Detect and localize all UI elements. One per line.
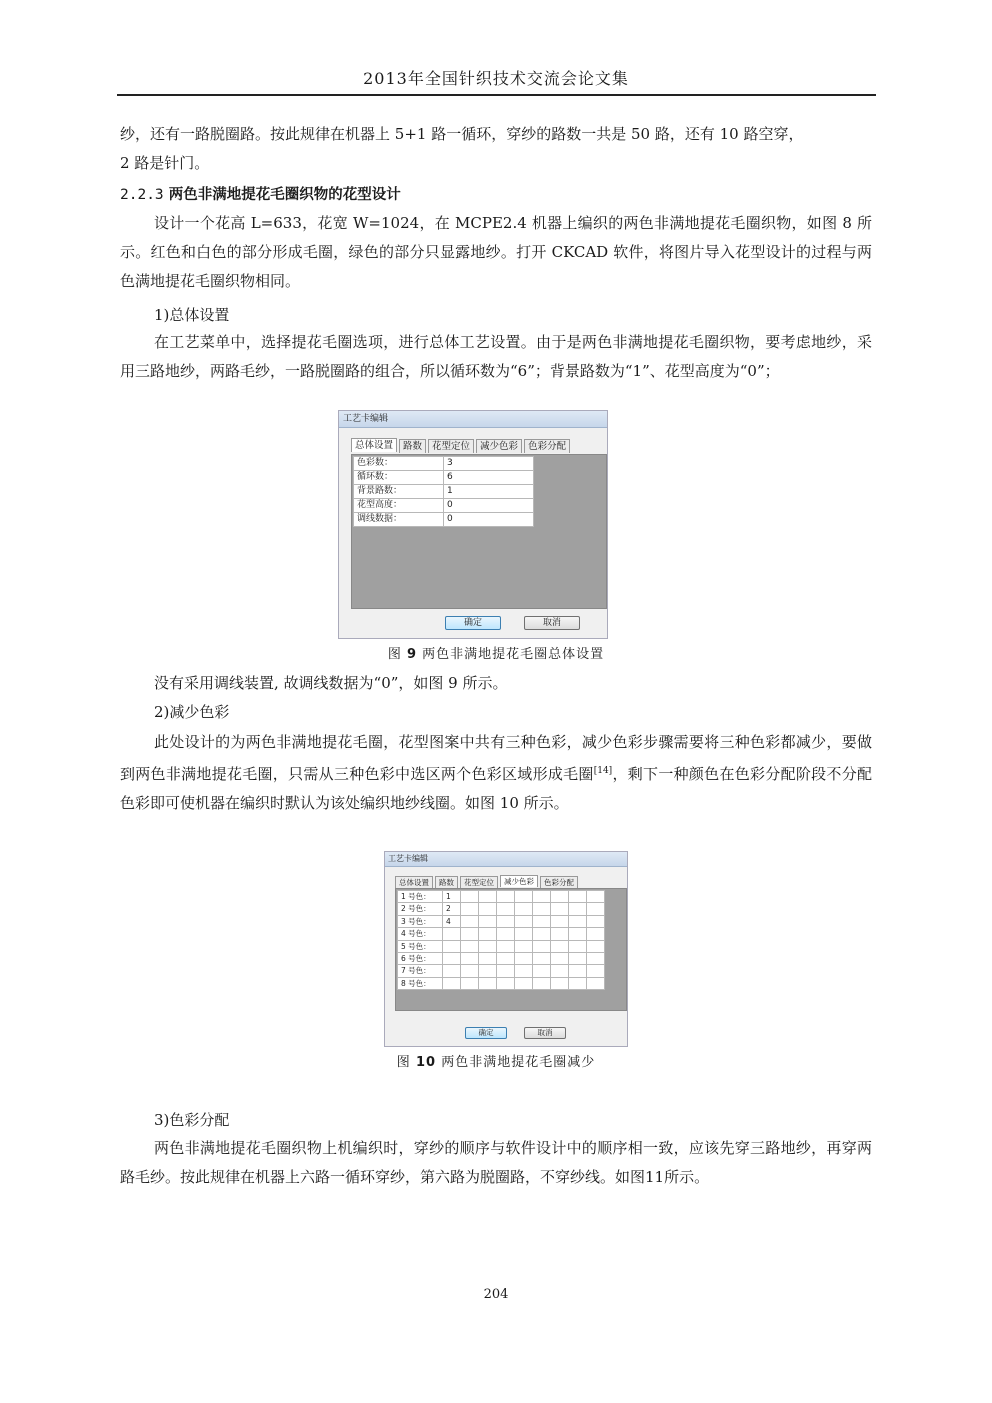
row-value[interactable]: 1 — [443, 891, 461, 903]
paragraph-text-a: 此处设计的为两色非满地提花毛圈，花型图案中共有三种色彩，减少色彩步骤需要将三种色彩都减少，要做到两色非满地提花毛圈，只需从三种色彩中选区两个色彩区域形成毛圈 — [120, 733, 872, 783]
grid-cell[interactable] — [479, 940, 497, 952]
grid-cell[interactable] — [569, 953, 587, 965]
grid-cell[interactable] — [569, 940, 587, 952]
grid-cell[interactable] — [533, 977, 551, 989]
figure-9-dialog — [338, 410, 608, 639]
grid-cell[interactable] — [515, 953, 533, 965]
caption-text: 两色非满地提花毛圈减少 — [441, 1055, 596, 1070]
grid-cell[interactable] — [497, 940, 515, 952]
tab-feeds[interactable]: 路数 — [435, 876, 458, 888]
grid-cell[interactable] — [551, 915, 569, 927]
citation-ref: [14] — [593, 766, 613, 776]
grid-cell[interactable] — [461, 903, 479, 915]
grid-cell[interactable] — [569, 928, 587, 940]
settings-table — [353, 456, 534, 527]
row-value[interactable]: 3 — [444, 457, 534, 471]
tab-overall-settings[interactable]: 总体设置 — [395, 876, 433, 888]
grid-cell[interactable] — [461, 965, 479, 977]
grid-cell[interactable] — [551, 940, 569, 952]
grid-cell[interactable] — [551, 928, 569, 940]
row-value[interactable]: 2 — [443, 903, 461, 915]
caption-prefix: 图 — [396, 1055, 411, 1070]
grid-cell[interactable] — [479, 891, 497, 903]
paragraph-no-tuning: 没有采用调线装置, 故调线数据为“0”，如图 9 所示。 — [154, 674, 508, 692]
grid-cell[interactable] — [587, 915, 605, 927]
figure-9-caption — [0, 643, 992, 662]
grid-cell[interactable] — [479, 903, 497, 915]
row-value[interactable]: 1 — [444, 485, 534, 499]
row-label: 色彩数： — [354, 457, 444, 471]
row-label: 8 号色： — [398, 977, 443, 989]
row-label: 循环数： — [354, 471, 444, 485]
grid-cell[interactable] — [461, 977, 479, 989]
window-title: 工艺卡编辑 — [385, 852, 627, 867]
grid-cell[interactable] — [515, 915, 533, 927]
grid-cell[interactable] — [569, 915, 587, 927]
paragraph-overall-settings: 在工艺菜单中，选择提花毛圈选项，进行总体工艺设置。由于是两色非满地提花毛圈织物，要考虑地纱，采用三路地纱，两路毛纱，一路脱圈路的组合，所以循环数为“6”；背景路数为“1”、花型高度为“0”； — [120, 333, 872, 380]
row-value[interactable] — [443, 940, 461, 952]
row-value[interactable]: 0 — [444, 513, 534, 527]
section-heading — [120, 183, 401, 204]
tab-overall-settings[interactable]: 总体设置 — [351, 438, 397, 452]
grid-cell[interactable] — [515, 977, 533, 989]
table-row — [398, 940, 605, 952]
grid-cell[interactable] — [461, 915, 479, 927]
grid-cell[interactable] — [479, 928, 497, 940]
grid-cell[interactable] — [461, 940, 479, 952]
tab-bar — [351, 439, 572, 453]
cancel-button[interactable]: 取消 — [524, 1027, 566, 1039]
row-value[interactable]: 0 — [444, 499, 534, 513]
grid-cell[interactable] — [497, 965, 515, 977]
paragraph-continued-line1: 纱，还有一路脱圈路。按此规律在机器上 5+1 路一循环，穿纱的路数一共是 50 路，还有 10 路空穿， — [120, 125, 804, 143]
grid-cell[interactable] — [587, 928, 605, 940]
table-row — [398, 928, 605, 940]
row-value[interactable] — [443, 977, 461, 989]
row-value[interactable] — [443, 928, 461, 940]
figure-10-dialog — [384, 851, 628, 1047]
grid-cell[interactable] — [533, 903, 551, 915]
grid-cell[interactable] — [569, 965, 587, 977]
grid-cell[interactable] — [497, 903, 515, 915]
window-title: 工艺卡编辑 — [339, 411, 607, 428]
header-rule — [117, 94, 876, 96]
grid-cell[interactable] — [587, 977, 605, 989]
row-value[interactable] — [443, 953, 461, 965]
grid-cell[interactable] — [497, 915, 515, 927]
reduce-colors-table — [397, 890, 605, 990]
table-row — [398, 965, 605, 977]
subheading-reduce-colors: 2)减少色彩 — [154, 703, 230, 721]
grid-cell[interactable] — [461, 953, 479, 965]
row-value[interactable]: 6 — [444, 471, 534, 485]
subheading-overall-settings: 1)总体设置 — [154, 306, 230, 324]
table-row — [398, 953, 605, 965]
tab-pattern-position[interactable]: 花型定位 — [428, 439, 474, 453]
row-label: 5 号色： — [398, 940, 443, 952]
row-value[interactable]: 4 — [443, 915, 461, 927]
tab-color-assignment[interactable]: 色彩分配 — [524, 439, 570, 453]
grid-cell[interactable] — [461, 891, 479, 903]
section-title: 两色非满地提花毛圈织物的花型设计 — [168, 187, 401, 203]
paragraph-color-assignment: 两色非满地提花毛圈织物上机编织时，穿纱的顺序与软件设计中的顺序相一致，应该先穿三路地纱，再穿两路毛纱。按此规律在机器上六路一循环穿纱，第六路为脱圈路，不穿纱线。如图11所示。 — [120, 1139, 872, 1186]
ok-button[interactable]: 确定 — [445, 616, 501, 630]
table-row — [398, 891, 605, 903]
grid-cell[interactable] — [479, 953, 497, 965]
table-row — [398, 977, 605, 989]
row-label: 花型高度： — [354, 499, 444, 513]
grid-cell[interactable] — [515, 965, 533, 977]
table-row — [354, 513, 534, 527]
table-row — [398, 915, 605, 927]
grid-cell[interactable] — [515, 903, 533, 915]
grid-cell[interactable] — [587, 953, 605, 965]
caption-number: 10 — [415, 1055, 437, 1070]
grid-cell[interactable] — [515, 940, 533, 952]
paragraph-reduce-colors — [120, 728, 872, 818]
row-label: 6 号色： — [398, 953, 443, 965]
section-number: 2.2.3 — [120, 187, 164, 203]
cancel-button[interactable]: 取消 — [524, 616, 580, 630]
grid-cell[interactable] — [479, 915, 497, 927]
grid-cell[interactable] — [551, 903, 569, 915]
grid-cell[interactable] — [533, 965, 551, 977]
paragraph-design: 设计一个花高 L=633，花宽 W=1024，在 MCPE2.4 机器上编织的两色非满地提花毛圈织物，如图 8 所示。红色和白色的部分形成毛圈，绿色的部分只显露地纱。打开 CKCAD 软件，将图片导入花型设计的过程与两色满地提花毛圈织物相同。 — [120, 214, 872, 290]
tab-bar — [395, 876, 580, 888]
caption-prefix: 图 — [387, 647, 402, 662]
caption-text: 两色非满地提花毛圈总体设置 — [422, 647, 605, 662]
grid-cell[interactable] — [533, 891, 551, 903]
grid-cell[interactable] — [587, 940, 605, 952]
grid-cell[interactable] — [533, 915, 551, 927]
grid-cell[interactable] — [533, 940, 551, 952]
grid-cell[interactable] — [569, 977, 587, 989]
grid-cell[interactable] — [587, 965, 605, 977]
grid-cell[interactable] — [515, 891, 533, 903]
grid-cell[interactable] — [497, 891, 515, 903]
grid-cell[interactable] — [569, 891, 587, 903]
grid-cell[interactable] — [551, 965, 569, 977]
grid-cell[interactable] — [497, 977, 515, 989]
grid-cell[interactable] — [479, 965, 497, 977]
row-label: 2 号色： — [398, 903, 443, 915]
row-label: 3 号色： — [398, 915, 443, 927]
grid-cell[interactable] — [497, 953, 515, 965]
tab-pattern-position[interactable]: 花型定位 — [460, 876, 498, 888]
paragraph-continued-line2: 2 路是针门。 — [120, 154, 210, 172]
page-number: 204 — [483, 1287, 509, 1302]
subheading-color-assignment: 3)色彩分配 — [154, 1111, 230, 1129]
row-label: 调线数据： — [354, 513, 444, 527]
tab-color-assignment[interactable]: 色彩分配 — [540, 876, 578, 888]
grid-cell[interactable] — [479, 977, 497, 989]
grid-cell[interactable] — [551, 891, 569, 903]
row-label: 1 号色： — [398, 891, 443, 903]
tab-reduce-colors[interactable]: 减少色彩 — [500, 875, 538, 887]
table-row — [354, 485, 534, 499]
grid-cell[interactable] — [587, 903, 605, 915]
table-row — [354, 457, 534, 471]
row-label: 7 号色： — [398, 965, 443, 977]
ok-button[interactable]: 确定 — [465, 1027, 507, 1039]
grid-cell[interactable] — [551, 977, 569, 989]
paragraph-text-b: ，剩下一种颜色在色彩分配阶段不分配色彩即可使机器在编织时默认为该处编织地纱线圈。如图 10 所示。 — [120, 765, 872, 812]
grid-cell[interactable] — [515, 928, 533, 940]
row-label: 4 号色： — [398, 928, 443, 940]
grid-cell[interactable] — [533, 928, 551, 940]
caption-number: 9 — [406, 647, 418, 662]
grid-cell[interactable] — [461, 928, 479, 940]
table-row — [398, 903, 605, 915]
grid-cell[interactable] — [497, 928, 515, 940]
tab-reduce-colors[interactable]: 减少色彩 — [476, 439, 522, 453]
grid-cell[interactable] — [569, 903, 587, 915]
running-header: 2013年全国针织技术交流会论文集 — [363, 69, 629, 88]
tab-feeds[interactable]: 路数 — [399, 439, 426, 453]
table-row — [354, 499, 534, 513]
grid-cell[interactable] — [551, 953, 569, 965]
table-row — [354, 471, 534, 485]
row-value[interactable] — [443, 965, 461, 977]
grid-cell[interactable] — [587, 891, 605, 903]
figure-10-caption — [0, 1051, 992, 1070]
row-label: 背景路数： — [354, 485, 444, 499]
grid-cell[interactable] — [533, 953, 551, 965]
